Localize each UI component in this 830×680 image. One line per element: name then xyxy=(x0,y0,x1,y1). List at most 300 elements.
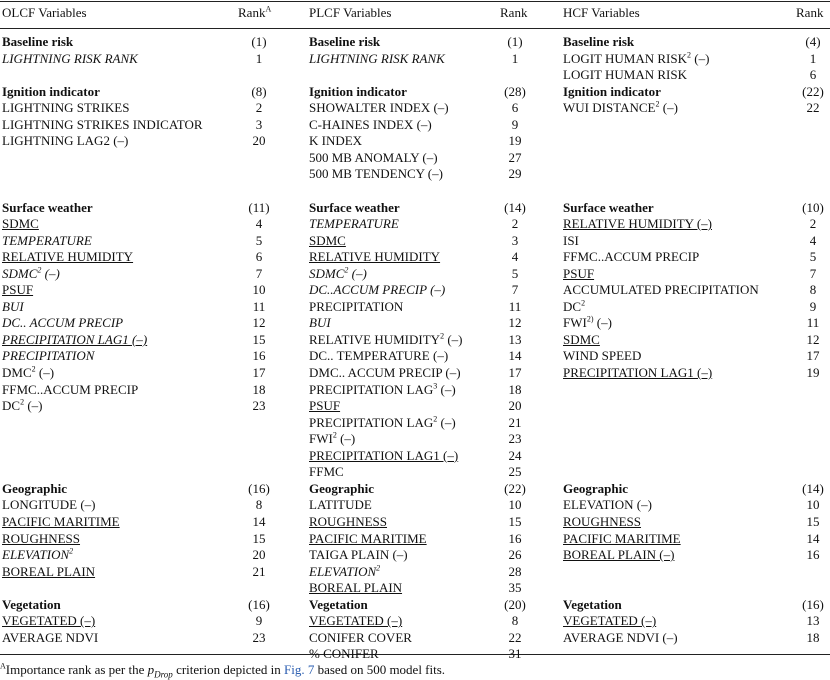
variable-rank: 2 xyxy=(809,216,817,232)
variable-name-text: PRECIPITATION xyxy=(309,298,404,314)
variable-rank: 5 xyxy=(809,249,817,265)
olcf-rank-header xyxy=(238,5,271,22)
variable-rank: 19 xyxy=(508,133,522,149)
variable-name-text: PACIFIC MARITIME xyxy=(309,530,427,546)
variable-name xyxy=(309,382,456,397)
variable-rank: 24 xyxy=(508,447,522,463)
variable-name-text: Ignition indicator xyxy=(2,83,100,99)
variable-name-text: BOREAL PLAIN xyxy=(309,580,403,596)
variable-rank: 28 xyxy=(508,563,522,579)
variable-name xyxy=(2,249,133,264)
variable-name xyxy=(563,249,699,264)
column-header: PLCF Variables xyxy=(309,5,392,20)
variable-rank: 9 xyxy=(255,613,263,629)
variable-rank: 11 xyxy=(806,315,820,331)
variable-name-text: SDMC xyxy=(309,265,345,281)
variable-name-text: PRECIPITATION LAG xyxy=(309,414,434,430)
variable-name-text: K INDEX xyxy=(309,133,363,149)
variable-name xyxy=(309,266,367,281)
variable-row xyxy=(2,133,128,150)
variable-rank: 15 xyxy=(508,513,522,529)
section-heading xyxy=(309,34,380,51)
variable-name-text: % CONIFER xyxy=(309,646,379,662)
variable-rank: 23 xyxy=(252,629,266,645)
variable-name-text: LIGHTNING LAG2 (–) xyxy=(2,133,129,149)
variable-name-text: Surface weather xyxy=(2,199,93,215)
variable-name xyxy=(2,547,73,562)
variable-name-text: DMC xyxy=(2,365,32,380)
variable-name xyxy=(563,100,678,115)
variable-row xyxy=(309,497,372,514)
variable-row xyxy=(2,348,94,365)
variable-rank: 4 xyxy=(809,232,817,248)
variable-name-text: AVERAGE NDVI xyxy=(2,629,99,645)
section-label xyxy=(309,481,374,496)
section-rank: (14) xyxy=(802,480,824,496)
variable-row xyxy=(309,282,445,299)
variable-name xyxy=(309,564,380,579)
variable-name xyxy=(563,348,641,363)
variable-rank: 10 xyxy=(508,497,522,513)
variable-rank: 22 xyxy=(508,629,522,645)
variable-sign: (–) xyxy=(444,331,463,347)
variable-name-text: Baseline risk xyxy=(309,34,381,49)
variable-row xyxy=(563,216,712,233)
variable-name-text: DC xyxy=(563,298,582,314)
variable-rank: 12 xyxy=(806,331,820,347)
section-heading xyxy=(563,481,628,498)
variable-row xyxy=(309,216,399,233)
variable-rank: 17 xyxy=(806,348,820,364)
variable-name-text: LIGHTNING RISK RANK xyxy=(309,50,445,66)
variable-name-text: LIGHTNING RISK RANK xyxy=(2,50,138,66)
variable-name-text: PSUF xyxy=(563,265,595,281)
variable-rank: 8 xyxy=(255,497,263,513)
variable-row xyxy=(2,613,95,630)
variable-name xyxy=(309,348,448,363)
variable-name-text: DC..ACCUM PRECIP xyxy=(309,282,427,298)
variable-rank: 2 xyxy=(511,216,519,232)
variable-row xyxy=(2,51,138,68)
variable-name xyxy=(2,365,54,380)
variable-name xyxy=(2,315,123,330)
section-rank: (22) xyxy=(504,480,526,496)
variable-sign: (–) xyxy=(690,50,710,66)
variable-name xyxy=(309,448,458,463)
variable-row xyxy=(309,365,461,382)
variable-name-text: C-HAINES INDEX (–) xyxy=(309,116,432,132)
variable-name-text: PACIFIC MARITIME xyxy=(2,513,120,529)
p-drop-symbol xyxy=(147,662,173,680)
footnote-marker: A xyxy=(0,661,6,671)
variable-name xyxy=(2,398,42,413)
section-label xyxy=(2,200,93,215)
variable-name xyxy=(2,133,128,148)
variable-rank: 11 xyxy=(508,298,522,314)
variable-rank: 25 xyxy=(508,464,522,480)
variable-rank: 18 xyxy=(806,629,820,645)
variable-row xyxy=(563,282,759,299)
column-header: OLCF Variables xyxy=(2,5,87,20)
variable-name xyxy=(563,332,600,347)
variable-rank: 13 xyxy=(806,613,820,629)
section-label xyxy=(309,200,400,215)
variable-rank: 26 xyxy=(508,547,522,563)
section-rank: (1) xyxy=(251,34,267,49)
variable-rank: 6 xyxy=(511,100,519,116)
variable-rank: 7 xyxy=(511,282,519,298)
variable-row xyxy=(563,497,652,514)
variable-rank: 7 xyxy=(255,265,263,281)
variable-row xyxy=(309,531,427,548)
variable-name-text: ELEVATION xyxy=(2,547,70,563)
variable-name-text: VEGETATED (–) xyxy=(2,613,96,629)
variable-name-text: Geographic xyxy=(2,480,67,496)
variable-name-text: BOREAL PLAIN (–) xyxy=(563,547,675,563)
variable-row xyxy=(2,365,54,382)
section-label xyxy=(2,34,73,49)
variable-rank: 16 xyxy=(806,547,820,563)
variable-row xyxy=(309,564,380,581)
variable-sign: (–) xyxy=(41,265,60,281)
variable-name-text: BOREAL PLAIN xyxy=(2,563,96,579)
variable-name-text: ROUGHNESS xyxy=(2,530,81,546)
variable-row xyxy=(309,315,331,332)
variable-name xyxy=(309,514,387,529)
bottom-rule xyxy=(0,654,830,655)
variable-row xyxy=(563,299,585,316)
variable-name xyxy=(309,531,427,546)
variable-superscript: 2 xyxy=(69,546,74,556)
section-rank: (4) xyxy=(805,34,821,49)
variable-rank: 18 xyxy=(252,381,266,397)
variable-name xyxy=(309,150,438,165)
section-rank: (28) xyxy=(504,83,526,99)
variable-name xyxy=(2,299,24,314)
variable-row xyxy=(2,382,138,399)
section-rank: (20) xyxy=(504,596,526,612)
variable-row xyxy=(309,415,456,432)
variable-name-text: CONIFER COVER xyxy=(309,629,412,645)
section-label xyxy=(309,597,368,612)
variable-row xyxy=(563,514,641,531)
variable-rank: 5 xyxy=(511,265,519,281)
variable-row xyxy=(563,332,600,349)
variable-name xyxy=(563,282,759,297)
section-label xyxy=(309,34,380,49)
variable-rank: 1 xyxy=(255,50,263,66)
variable-name xyxy=(563,216,712,231)
variable-row xyxy=(309,249,440,266)
section-heading xyxy=(563,597,622,614)
variable-name-text: FWI xyxy=(309,431,333,447)
variable-name-text: ELEVATION xyxy=(309,563,377,579)
variable-rank: 16 xyxy=(252,348,266,364)
variable-name xyxy=(309,365,461,380)
section-label xyxy=(2,481,67,496)
variable-rank: 14 xyxy=(252,513,266,529)
rank-header: Rank xyxy=(500,5,528,20)
variable-name-text: VEGETATED (–) xyxy=(309,613,403,629)
variable-name xyxy=(2,216,39,231)
section-heading xyxy=(2,200,93,217)
variable-name-text: 500 MB ANOMALY (–) xyxy=(309,149,438,165)
variable-name-text: Surface weather xyxy=(563,199,654,215)
variable-name-text: ACCUMULATED PRECIPITATION xyxy=(563,282,759,298)
variable-row xyxy=(563,531,681,548)
variable-name xyxy=(309,332,462,347)
variable-rank: 13 xyxy=(508,331,522,347)
variable-row xyxy=(2,398,42,415)
variable-rank: 9 xyxy=(511,116,519,132)
section-label xyxy=(563,481,628,496)
variable-sign: (–) xyxy=(348,265,367,281)
variable-name-text: ROUGHNESS xyxy=(309,513,388,529)
variable-rank: 11 xyxy=(252,298,266,314)
variable-sign: (–) xyxy=(437,381,456,397)
variable-name xyxy=(563,233,579,248)
variable-name xyxy=(309,133,362,148)
variable-name xyxy=(309,249,440,264)
variable-sign: (–) xyxy=(659,100,678,116)
variable-rank: 9 xyxy=(809,298,817,314)
variable-rank: 23 xyxy=(252,398,266,414)
variable-name-text: PSUF xyxy=(2,282,34,298)
variable-superscript: 2 xyxy=(440,331,445,341)
variable-row xyxy=(309,630,412,647)
variable-sign: (–) xyxy=(426,282,446,298)
section-heading xyxy=(563,84,661,101)
variable-name xyxy=(2,117,203,132)
variable-name xyxy=(309,630,412,645)
variable-name-text: Ignition indicator xyxy=(563,83,661,99)
variable-row xyxy=(309,580,402,597)
variable-rank: 27 xyxy=(508,149,522,165)
variable-row xyxy=(2,332,147,349)
section-heading xyxy=(2,84,100,101)
variable-row xyxy=(309,646,379,663)
section-rank: (16) xyxy=(248,596,270,612)
variable-name xyxy=(309,547,408,562)
variable-name-text: SHOWALTER INDEX (–) xyxy=(309,100,449,116)
variable-name-text: LOGIT HUMAN RISK xyxy=(563,50,687,66)
variable-rank: 31 xyxy=(508,646,522,662)
variable-name-text: PRECIPITATION LAG1 (–) xyxy=(2,331,148,347)
variable-name-text: Vegetation xyxy=(2,596,61,612)
p-symbol: p xyxy=(147,662,155,677)
variable-row xyxy=(2,117,203,134)
variable-name xyxy=(563,630,678,645)
variable-row xyxy=(309,382,456,399)
variable-sign: (–) xyxy=(24,398,43,414)
variable-rank: 17 xyxy=(252,365,266,380)
variable-name xyxy=(309,100,449,115)
variable-rank: 7 xyxy=(809,265,817,281)
section-label xyxy=(2,84,100,99)
variable-row xyxy=(2,266,60,283)
variable-row xyxy=(563,233,579,250)
variable-name xyxy=(2,233,92,248)
variable-row xyxy=(309,117,432,134)
variable-row xyxy=(563,100,678,117)
variable-name xyxy=(309,497,372,512)
variable-name xyxy=(309,216,399,231)
section-label xyxy=(563,597,622,612)
variable-name-text: PSUF xyxy=(309,398,341,414)
rank-header: Rank xyxy=(238,5,266,20)
variable-rank: 3 xyxy=(255,116,263,132)
variable-rank: 20 xyxy=(252,547,266,563)
variable-superscript: 2) xyxy=(586,315,594,325)
section-label xyxy=(563,34,634,49)
variable-superscript: 2 xyxy=(332,430,337,440)
variable-name-text: RELATIVE HUMIDITY (–) xyxy=(563,216,712,232)
variable-row xyxy=(309,299,403,316)
variable-rank: 15 xyxy=(252,530,266,546)
variable-superscript: 2 xyxy=(344,265,349,275)
variable-rank: 8 xyxy=(809,282,817,298)
variable-name-text: BUI xyxy=(309,315,331,331)
variable-name-text: BUI xyxy=(2,298,24,314)
variable-rank: 6 xyxy=(255,249,263,265)
hcf-rank-header xyxy=(796,5,823,22)
p-subscript: Drop xyxy=(154,669,173,680)
variable-name-text: TEMPERATURE xyxy=(2,232,92,248)
variable-name-text: PRECIPITATION LAG xyxy=(309,381,434,397)
top-rule xyxy=(0,1,830,2)
variable-rank: 6 xyxy=(809,67,817,83)
table-footnote xyxy=(0,662,445,680)
variable-name-text: SDMC xyxy=(2,216,39,232)
column-header: HCF Variables xyxy=(563,5,640,20)
variable-row xyxy=(2,233,92,250)
variable-name-text: DC xyxy=(2,398,21,414)
variable-sign: (–) xyxy=(336,431,356,447)
variable-name xyxy=(563,531,681,546)
variable-row xyxy=(309,448,458,465)
section-rank: (16) xyxy=(248,480,270,496)
rank-header-footnote-marker: A xyxy=(265,4,272,14)
variable-rank: 35 xyxy=(508,580,522,596)
variable-sign: (–) xyxy=(593,315,612,331)
variable-name-text: LATITUDE xyxy=(309,497,372,513)
variable-row xyxy=(2,299,24,316)
variable-row xyxy=(2,216,39,233)
section-heading xyxy=(309,84,407,101)
variable-name xyxy=(563,266,594,281)
section-heading xyxy=(2,481,67,498)
variable-name xyxy=(309,415,456,430)
variable-name-text: ISI xyxy=(563,232,579,248)
variable-rank: 12 xyxy=(252,315,266,331)
variable-row xyxy=(563,315,612,332)
variable-name xyxy=(309,315,331,330)
rank-header: Rank xyxy=(796,5,824,20)
variable-name xyxy=(563,365,712,380)
variable-row xyxy=(2,630,98,647)
variable-rank: 10 xyxy=(806,497,820,513)
variable-rank: 14 xyxy=(508,348,522,364)
variable-row xyxy=(309,398,340,415)
variable-name xyxy=(563,514,641,529)
variable-row xyxy=(309,348,448,365)
variable-row xyxy=(563,51,709,68)
variable-name-text: TAIGA PLAIN (–) xyxy=(309,547,408,563)
variable-row xyxy=(309,100,449,117)
section-heading xyxy=(563,34,634,51)
variable-rank: 17 xyxy=(508,365,522,380)
plcf-rank-header xyxy=(500,5,527,22)
variable-name-text: DC.. TEMPERATURE (–) xyxy=(309,348,449,364)
variable-rank: 10 xyxy=(252,282,266,298)
variable-rank: 2 xyxy=(255,100,263,116)
variable-rank: 20 xyxy=(508,398,522,414)
figure-link[interactable]: Fig. 7 xyxy=(284,662,315,677)
variable-row xyxy=(309,233,346,250)
variable-name-text: LIGHTNING STRIKES xyxy=(2,100,130,116)
variable-name-text: SDMC xyxy=(309,232,346,248)
variable-row xyxy=(309,133,362,150)
variable-name xyxy=(2,497,96,512)
variable-name-text: Geographic xyxy=(563,480,628,496)
variable-rank: 23 xyxy=(508,431,522,447)
variable-name-text: RELATIVE HUMIDITY xyxy=(2,249,134,265)
variable-superscript: 3 xyxy=(433,381,438,391)
variable-superscript: 2 xyxy=(20,397,25,407)
variable-name xyxy=(309,398,340,413)
variable-name xyxy=(309,51,445,66)
variable-row xyxy=(2,547,73,564)
variable-row xyxy=(2,249,133,266)
variable-row xyxy=(563,365,712,382)
variable-row xyxy=(2,282,33,299)
variable-name xyxy=(2,348,94,363)
variable-rank: 15 xyxy=(806,513,820,529)
variable-name-text: FFMC..ACCUM PRECIP xyxy=(563,249,700,265)
variable-name-text: WUI DISTANCE xyxy=(563,100,656,116)
section-rank: (10) xyxy=(802,199,824,215)
variable-name-text: LOGIT HUMAN RISK xyxy=(563,67,687,83)
variable-row xyxy=(2,531,80,548)
variable-sign: (–) xyxy=(437,414,456,430)
variable-name-text: Vegetation xyxy=(563,596,622,612)
variable-rank: 29 xyxy=(508,166,522,182)
footnote-text-middle: criterion depicted in xyxy=(172,662,284,677)
variable-name-text: WIND SPEED xyxy=(563,348,642,364)
variable-rank: 16 xyxy=(508,530,522,546)
variable-row xyxy=(563,266,594,283)
variable-row xyxy=(563,630,678,647)
variable-name xyxy=(2,100,129,115)
variable-name xyxy=(2,564,95,579)
variable-name xyxy=(2,613,95,628)
variable-name-text: Baseline risk xyxy=(2,34,74,49)
variable-name-text: LONGITUDE (–) xyxy=(2,497,96,513)
variable-superscript: 2 xyxy=(433,414,438,424)
variable-name xyxy=(309,299,403,314)
variable-name-text: Surface weather xyxy=(309,199,400,215)
variable-sign: (–) xyxy=(35,365,55,380)
variable-name xyxy=(2,266,60,281)
variable-row xyxy=(563,348,641,365)
variable-name-text: Ignition indicator xyxy=(309,83,407,99)
variable-name-text: VEGETATED (–) xyxy=(563,613,657,629)
variable-rank: 21 xyxy=(508,414,522,430)
variable-rank: 4 xyxy=(511,249,519,265)
variable-name xyxy=(2,332,147,347)
variable-name xyxy=(309,580,402,595)
section-rank: (14) xyxy=(504,199,526,215)
